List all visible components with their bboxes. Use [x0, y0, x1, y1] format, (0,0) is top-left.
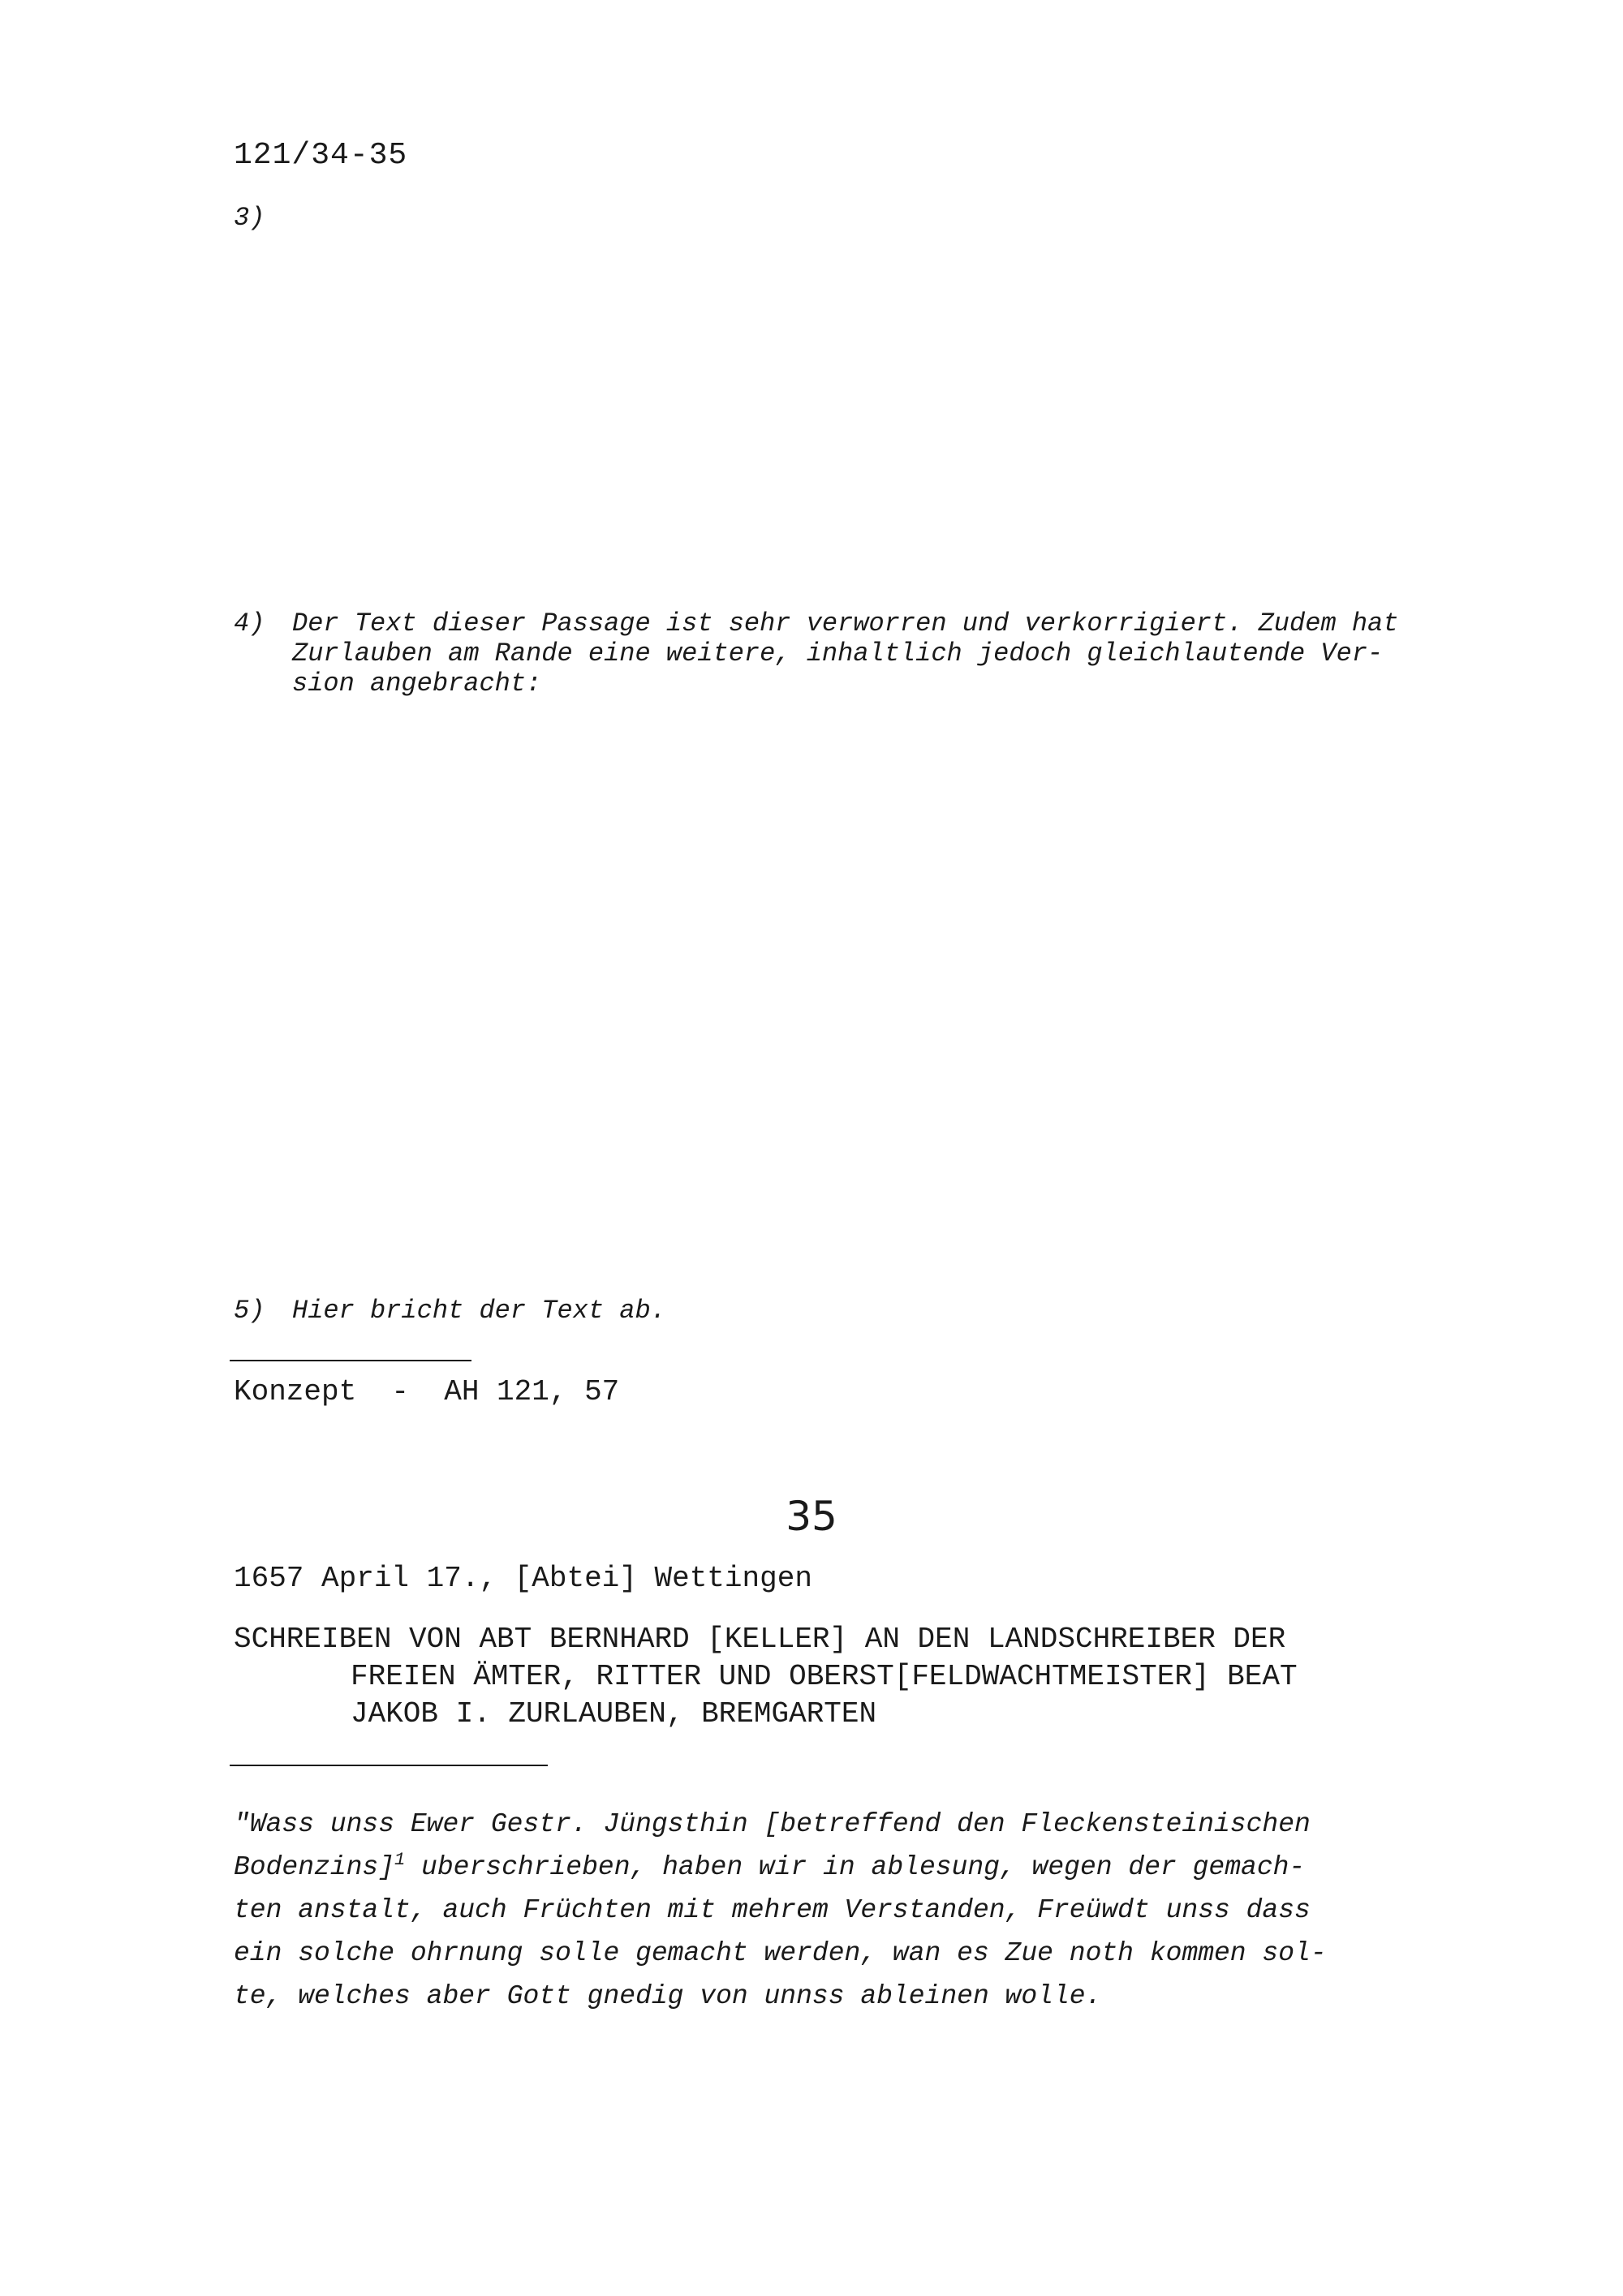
- footnote-text: [292, 608, 1469, 699]
- footnote-separator: [230, 1360, 471, 1361]
- body-text-segment: uberschrieben, haben wir in ablesung, wegen der gemach-: [405, 1852, 1306, 1882]
- footnote-line: Der Text dieser Passage ist sehr verworren und verkorrigiert. Zudem hat: [292, 608, 1399, 638]
- page-reference: 121/34-35: [234, 138, 408, 173]
- source-reference: Konzept - AH 121, 57: [234, 1375, 620, 1408]
- body-line: te, welches aber Gott gnedig von unnss ableinen wolle.: [234, 1981, 1102, 2011]
- body-text-segment: Bodenzins]: [234, 1852, 395, 1882]
- document-body: [234, 1803, 1475, 2018]
- document-heading: [234, 1621, 1298, 1733]
- footnote-number: 5): [234, 1296, 265, 1326]
- document-date-place: 1657 April 17., [Abtei] Wettingen: [234, 1562, 812, 1595]
- heading-line: JAKOB I. ZURLAUBEN, BREMGARTEN: [351, 1697, 877, 1731]
- footnote-number: 4): [234, 608, 265, 638]
- body-line: ein solche ohrnung solle gemacht werden, wan es Zue noth kommen sol-: [234, 1938, 1327, 1968]
- heading-line: FREIEN ÄMTER, RITTER UND OBERST[FELDWACHTMEISTER] BEAT: [351, 1660, 1298, 1693]
- body-line: [234, 1846, 1475, 1889]
- body-line: ten anstalt, auch Früchten mit mehrem Verstanden, Freüwdt unss dass: [234, 1895, 1311, 1925]
- heading-separator: [230, 1765, 548, 1766]
- footnote-text: Hier bricht der Text ab.: [292, 1296, 666, 1326]
- document-number: 35: [786, 1493, 837, 1540]
- footnote-number: 3): [234, 203, 265, 233]
- footnote-line: sion angebracht:: [292, 669, 542, 699]
- footnote-marker: 1: [394, 1850, 406, 1870]
- footnote-line: Zurlauben am Rande eine weitere, inhaltlich jedoch gleichlautende Ver-: [292, 638, 1384, 669]
- heading-line: SCHREIBEN VON ABT BERNHARD [KELLER] AN DEN LANDSCHREIBER DER: [234, 1623, 1286, 1656]
- body-line: "Wass unss Ewer Gestr. Jüngsthin [betreffend den Fleckensteinischen: [234, 1809, 1311, 1839]
